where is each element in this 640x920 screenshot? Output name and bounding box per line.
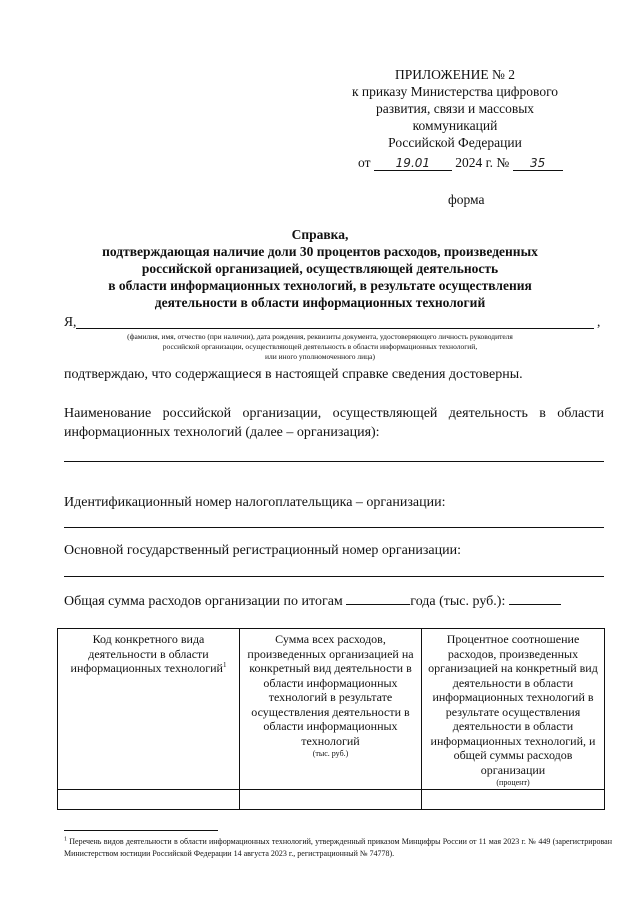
handwritten-date: 19.01: [374, 156, 452, 171]
percent-cell[interactable]: [422, 790, 605, 810]
inn-label: Идентификационный номер налогоплательщика – организации:: [64, 495, 446, 510]
appendix-line: к приказу Министерства цифрового: [351, 84, 559, 99]
appendix-line: коммуникаций: [412, 118, 498, 133]
expense-sum-cell[interactable]: [240, 790, 422, 810]
col-percent-header: [422, 629, 605, 790]
date-prefix: от: [358, 155, 371, 170]
col-activity-code-header: [58, 629, 240, 790]
title-line: подтверждающая наличие доли 30 процентов расходов, произведенных: [102, 244, 538, 259]
ogrn-field[interactable]: [64, 576, 604, 577]
footnote-text: Перечень видов деятельности в области информационных технологий, утвержденный приказом Минцифры России от 11 мая 2023 г. № 449 (зарегистрирован Министерством юстиции Российской Федерации 14 августа 2023 г., регистрационный № 74778).: [64, 837, 612, 858]
org-name-field[interactable]: [64, 461, 604, 462]
org-name-label: Наименование российской организации, осуществляющей деятельность в области информационных технологий (далее – организация):: [64, 406, 604, 440]
col1-header-text: Код конкретного вида деятельности в области информационных технологий: [70, 632, 223, 675]
form-label: форма: [448, 192, 485, 207]
footnote: [64, 836, 612, 859]
note-line: (фамилия, имя, отчество (при наличии), дата рождения, реквизиты документа, удостоверяющего личность руководителя: [127, 332, 513, 341]
appendix-header: [340, 66, 570, 151]
year-field[interactable]: [346, 592, 410, 605]
declarant-note: [70, 332, 570, 362]
total-expenses-row: [64, 592, 561, 611]
note-line: российской организации, осуществляющей деятельность в области информационных технологий,: [162, 342, 478, 351]
ogrn-label: Основной государственный регистрационный номер организации:: [64, 543, 461, 558]
footnote-divider: [64, 830, 218, 831]
col3-unit: (процент): [496, 778, 530, 787]
handwritten-number: 35: [513, 156, 563, 171]
col2-header-text: Сумма всех расходов, произведенных организацией на конкретный вид деятельности в области информационных технологий в результате осуществления деятельности в области информационных технологий: [247, 632, 414, 748]
document-title: [40, 226, 600, 311]
col2-unit: (тыс. руб.): [312, 749, 349, 758]
confirm-statement: подтверждаю, что содержащиеся в настоящей справке сведения достоверны.: [64, 367, 523, 382]
footnote-ref: 1: [222, 661, 227, 669]
col-expense-sum-header: [240, 629, 422, 790]
appendix-line: развития, связи и массовых: [375, 101, 535, 116]
order-date-line: [358, 155, 563, 171]
total-middle: года (тыс. руб.):: [410, 594, 506, 609]
footnote-mark: 1: [64, 836, 67, 843]
declarant-row: [64, 314, 604, 332]
appendix-title: ПРИЛОЖЕНИЕ № 2: [394, 67, 516, 82]
table-header-row: [58, 629, 605, 790]
appendix-line: Российской Федерации: [388, 135, 522, 150]
note-line: или иного уполномоченного лица): [264, 352, 375, 361]
title-line: Справка,: [291, 227, 349, 242]
table-row: [58, 790, 605, 810]
activity-code-cell[interactable]: [58, 790, 240, 810]
title-line: в области информационных технологий, в результате осуществления: [108, 278, 532, 293]
total-prefix: Общая сумма расходов организации по итогам: [64, 594, 343, 609]
inn-field[interactable]: [64, 527, 604, 528]
declarant-field[interactable]: [76, 328, 594, 329]
total-amount-field[interactable]: [509, 592, 561, 605]
title-line: российской организацией, осуществляющей деятельность: [141, 261, 499, 276]
date-year: 2024 г. №: [455, 155, 510, 170]
declarant-suffix: ,: [597, 314, 601, 329]
title-line: деятельности в области информационных технологий: [154, 295, 486, 310]
col3-header-text: Процентное соотношение расходов, произведенных организацией на конкретный вид деятельности в области информационных технологий в результате осуществления деятельности в области информационных технологий, и общей суммы расходов организации: [428, 632, 598, 777]
expenses-table: [57, 628, 605, 810]
declarant-prefix: Я,: [64, 314, 77, 329]
